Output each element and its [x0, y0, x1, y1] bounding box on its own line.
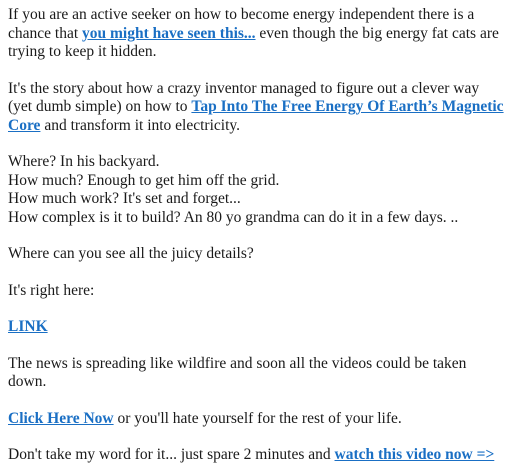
qa-line-complexity: How complex is it to build? An 80 yo grandma can do it in a few days. ..	[8, 208, 459, 226]
free-energy-link[interactable]: Tap Into The Free Energy Of Earth’s Magnetic Core	[8, 98, 504, 134]
watch-video-link[interactable]: watch this video now =>	[334, 446, 495, 463]
video-text-before: Don't take my word for it... just spare 2 minutes and	[8, 446, 335, 463]
click-here-text-after: or you'll hate yourself for the rest of your life.	[113, 409, 402, 427]
story-text-before: It's the story about how a crazy inventor managed to figure out a clever way (yet dumb simple) on how to	[8, 79, 480, 115]
click-here-now-link[interactable]: Click Here Now	[8, 409, 114, 427]
story-paragraph	[8, 80, 504, 136]
story-text-after: and transform it into electricity.	[40, 116, 241, 134]
main-link[interactable]: LINK	[8, 318, 48, 335]
intro-paragraph	[8, 6, 504, 62]
right-here-text: It's right here:	[8, 281, 95, 299]
news-paragraph: The news is spreading like wildfire and soon all the videos could be taken down.	[8, 354, 467, 390]
qa-paragraph	[8, 153, 504, 227]
video-paragraph	[8, 446, 504, 465]
link-paragraph	[8, 318, 504, 337]
details-question: Where can you see all the juicy details?	[8, 245, 254, 262]
click-here-paragraph	[8, 410, 504, 429]
qa-line-work: How much work? It's set and forget...	[8, 190, 241, 207]
seen-this-link[interactable]: you might have seen this...	[82, 24, 256, 42]
qa-line-how-much: How much? Enough to get him off the grid.	[8, 171, 280, 189]
intro-text-after: even though the big energy fat cats are trying to keep it hidden.	[8, 24, 499, 60]
intro-text-before: If you are an active seeker on how to become energy independent there is a chance that	[8, 6, 475, 42]
qa-line-where: Where? In his backyard.	[8, 153, 160, 170]
